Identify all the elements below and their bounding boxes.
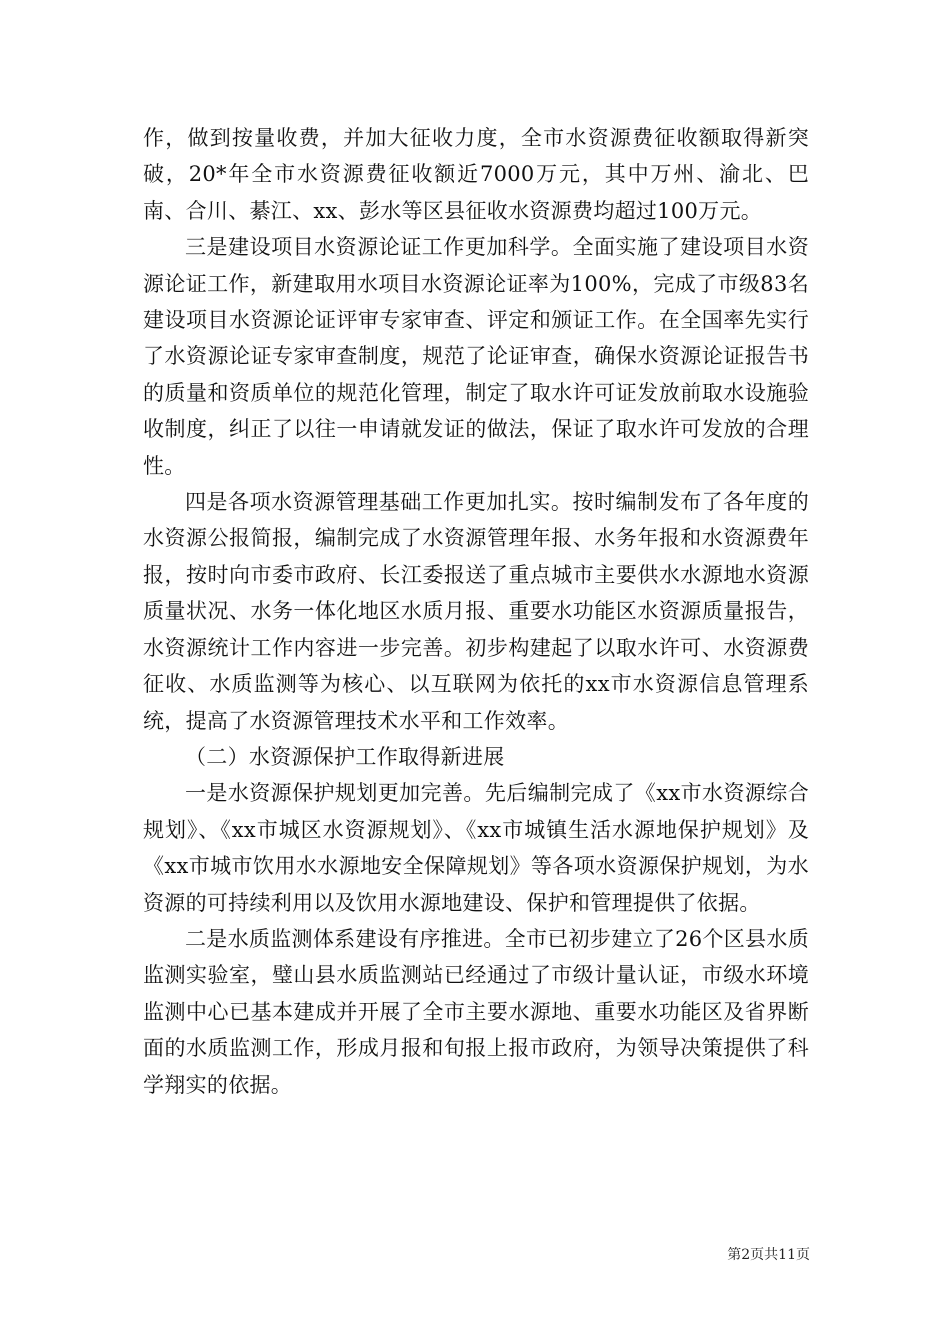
paragraph-management-basics: 四是各项水资源管理基础工作更加扎实。按时编制发布了各年度的水资源公报简报，编制完成了水资源管理年报、水务年报和水资源费年报，按时向市委市政府、长江委报送了重点城市主要供水水源地水资源质量状况、水务一体化地区水质月报、重要水功能区水资源质量报告，水资源统计工作内容进一步完善。初步构建起了以取水许可、水资源费征收、水质监测等为核心、以互联网为依托的xx市水资源信息管理系统，提高了水资源管理技术水平和工作效率。: [143, 490, 809, 733]
paragraph-continued-fee-collection: 作，做到按量收费，并加大征收力度，全市水资源费征收额取得新突破，20*年全市水资源费征收额近7000万元，其中万州、渝北、巴南、合川、綦江、xx、彭水等区县征收水资源费均超过100万元。: [143, 126, 809, 223]
page-number-footer: 第2页共11页: [727, 1247, 810, 1263]
document-body: [143, 120, 809, 1103]
paragraph-water-resource-assessment: 三是建设项目水资源论证工作更加科学。全面实施了建设项目水资源论证工作，新建取用水项目水资源论证率为100%，完成了市级83名建设项目水资源论证评审专家审查、评定和颁证工作。在全国率先实行了水资源论证专家审查制度，规范了论证审查，确保水资源论证报告书的质量和资质单位的规范化管理，制定了取水许可证发放前取水设施验收制度，纠正了以往一申请就发证的做法，保证了取水许可发放的合理性。: [143, 235, 809, 478]
paragraph-water-quality-monitoring: 二是水质监测体系建设有序推进。全市已初步建立了26个区县水质监测实验室，璧山县水质监测站已经通过了市级计量认证，市级水环境监测中心已基本建成并开展了全市主要水源地、重要水功能区及省界断面的水质监测工作，形成月报和旬报上报市政府，为领导决策提供了科学翔实的依据。: [143, 926, 809, 1097]
paragraph-protection-planning: 一是水资源保护规划更加完善。先后编制完成了《xx市水资源综合规划》、《xx市城区水资源规划》、《xx市城镇生活水源地保护规划》及《xx市城市饮用水水源地安全保障规划》等各项水资源保护规划，为水资源的可持续利用以及饮用水源地建设、保护和管理提供了依据。: [143, 781, 809, 915]
section-heading-water-protection: （二）水资源保护工作取得新进展: [185, 744, 505, 769]
